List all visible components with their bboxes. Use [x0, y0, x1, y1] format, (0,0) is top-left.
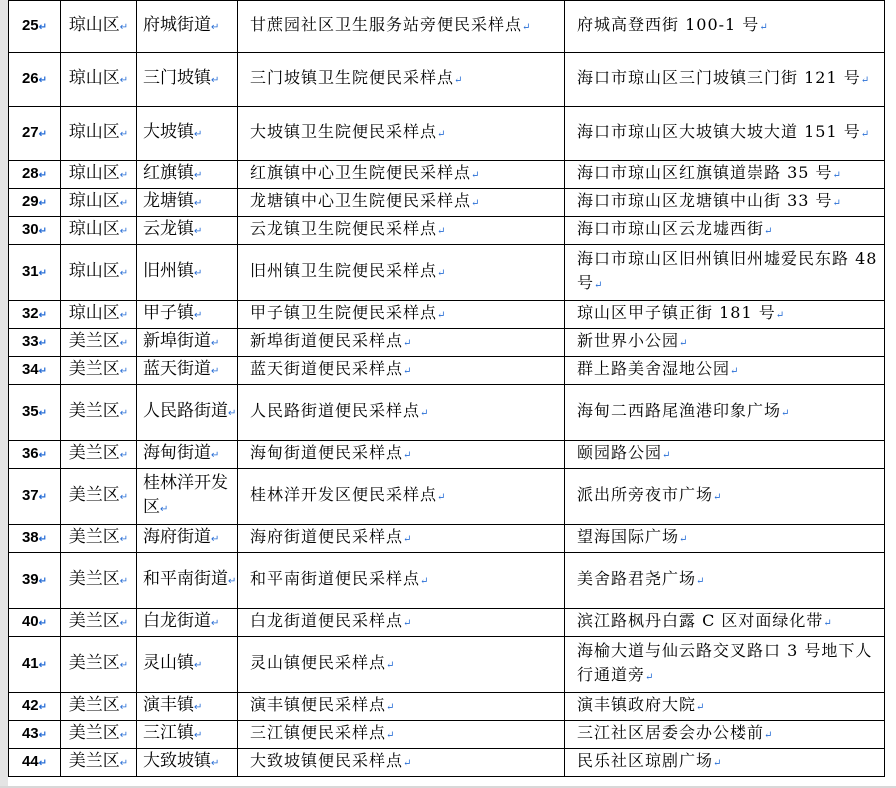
- site-cell: 新埠街道便民采样点↵: [238, 329, 565, 357]
- table-row: [9, 1, 885, 53]
- address-cell: 海口市琼山区红旗镇道崇路 35 号↵: [565, 161, 885, 189]
- site-cell: 和平南街道便民采样点↵: [238, 553, 565, 609]
- district-cell: 琼山区↵: [61, 301, 137, 329]
- table-row: [9, 609, 885, 637]
- district-cell: 美兰区↵: [61, 637, 137, 693]
- table-row: [9, 301, 885, 329]
- row-number: 36↵: [9, 441, 61, 469]
- table-row: [9, 161, 885, 189]
- row-number: 25↵: [9, 1, 61, 53]
- district-cell: 琼山区↵: [61, 217, 137, 245]
- district-cell: 美兰区↵: [61, 553, 137, 609]
- district-cell: 美兰区↵: [61, 329, 137, 357]
- table-row: [9, 329, 885, 357]
- town-cell: 三江镇↵: [137, 721, 238, 749]
- address-cell: 颐园路公园↵: [565, 441, 885, 469]
- town-cell: 灵山镇↵: [137, 637, 238, 693]
- table-row: [9, 469, 885, 525]
- table-row: [9, 189, 885, 217]
- table-row: [9, 553, 885, 609]
- district-cell: 美兰区↵: [61, 469, 137, 525]
- town-cell: 龙塘镇↵: [137, 189, 238, 217]
- address-cell: 海口市琼山区三门坡镇三门街 121 号↵: [565, 53, 885, 107]
- district-cell: 美兰区↵: [61, 525, 137, 553]
- address-cell: 演丰镇政府大院↵: [565, 693, 885, 721]
- site-cell: 海府街道便民采样点↵: [238, 525, 565, 553]
- address-cell: 海口市琼山区龙塘镇中山街 33 号↵: [565, 189, 885, 217]
- district-cell: 琼山区↵: [61, 1, 137, 53]
- table-row: [9, 107, 885, 161]
- town-cell: 大坡镇↵: [137, 107, 238, 161]
- row-number: 31↵: [9, 245, 61, 301]
- site-cell: 红旗镇中心卫生院便民采样点↵: [238, 161, 565, 189]
- town-cell: 和平南街道↵: [137, 553, 238, 609]
- town-cell: 演丰镇↵: [137, 693, 238, 721]
- row-number: 30↵: [9, 217, 61, 245]
- district-cell: 琼山区↵: [61, 245, 137, 301]
- row-number: 43↵: [9, 721, 61, 749]
- district-cell: 美兰区↵: [61, 441, 137, 469]
- town-cell: 红旗镇↵: [137, 161, 238, 189]
- site-cell: 龙塘镇中心卫生院便民采样点↵: [238, 189, 565, 217]
- district-cell: 美兰区↵: [61, 357, 137, 385]
- site-cell: 三江镇便民采样点↵: [238, 721, 565, 749]
- row-number: 37↵: [9, 469, 61, 525]
- table-row: [9, 637, 885, 693]
- site-cell: 旧州镇卫生院便民采样点↵: [238, 245, 565, 301]
- town-cell: 白龙街道↵: [137, 609, 238, 637]
- district-cell: 琼山区↵: [61, 189, 137, 217]
- row-number: 29↵: [9, 189, 61, 217]
- table-row: [9, 385, 885, 441]
- site-cell: 演丰镇便民采样点↵: [238, 693, 565, 721]
- row-number: 27↵: [9, 107, 61, 161]
- site-cell: 大致坡镇便民采样点↵: [238, 749, 565, 777]
- table-row: [9, 217, 885, 245]
- address-cell: 府城高登西街 100-1 号↵: [565, 1, 885, 53]
- site-cell: 海甸街道便民采样点↵: [238, 441, 565, 469]
- address-cell: 海榆大道与仙云路交叉路口 3 号地下人行通道旁↵: [565, 637, 885, 693]
- address-cell: 派出所旁夜市广场↵: [565, 469, 885, 525]
- district-cell: 美兰区↵: [61, 385, 137, 441]
- district-cell: 琼山区↵: [61, 53, 137, 107]
- row-number: 44↵: [9, 749, 61, 777]
- site-cell: 甲子镇卫生院便民采样点↵: [238, 301, 565, 329]
- row-number: 35↵: [9, 385, 61, 441]
- address-cell: 海口市琼山区云龙墟西街↵: [565, 217, 885, 245]
- row-number: 41↵: [9, 637, 61, 693]
- district-cell: 琼山区↵: [61, 161, 137, 189]
- row-number: 26↵: [9, 53, 61, 107]
- row-number: 39↵: [9, 553, 61, 609]
- address-cell: 民乐社区琼剧广场↵: [565, 749, 885, 777]
- site-cell: 白龙街道便民采样点↵: [238, 609, 565, 637]
- table-body: [9, 1, 885, 777]
- page-gutter: [0, 0, 8, 788]
- row-number: 40↵: [9, 609, 61, 637]
- address-cell: 美舍路君尧广场↵: [565, 553, 885, 609]
- site-cell: 三门坡镇卫生院便民采样点↵: [238, 53, 565, 107]
- site-cell: 桂林洋开发区便民采样点↵: [238, 469, 565, 525]
- table-row: [9, 749, 885, 777]
- district-cell: 美兰区↵: [61, 693, 137, 721]
- site-cell: 灵山镇便民采样点↵: [238, 637, 565, 693]
- address-cell: 海甸二西路尾渔港印象广场↵: [565, 385, 885, 441]
- table-row: [9, 721, 885, 749]
- address-cell: 望海国际广场↵: [565, 525, 885, 553]
- site-cell: 蓝天街道便民采样点↵: [238, 357, 565, 385]
- table-row: [9, 245, 885, 301]
- district-cell: 琼山区↵: [61, 107, 137, 161]
- table-row: [9, 441, 885, 469]
- town-cell: 新埠街道↵: [137, 329, 238, 357]
- town-cell: 甲子镇↵: [137, 301, 238, 329]
- district-cell: 美兰区↵: [61, 609, 137, 637]
- row-number: 32↵: [9, 301, 61, 329]
- town-cell: 海甸街道↵: [137, 441, 238, 469]
- row-number: 28↵: [9, 161, 61, 189]
- district-cell: 美兰区↵: [61, 749, 137, 777]
- town-cell: 人民路街道↵: [137, 385, 238, 441]
- town-cell: 海府街道↵: [137, 525, 238, 553]
- town-cell: 蓝天街道↵: [137, 357, 238, 385]
- table-row: [9, 53, 885, 107]
- town-cell: 大致坡镇↵: [137, 749, 238, 777]
- address-cell: 新世界小公园↵: [565, 329, 885, 357]
- row-number: 38↵: [9, 525, 61, 553]
- address-cell: 海口市琼山区大坡镇大坡大道 151 号↵: [565, 107, 885, 161]
- sampling-sites-table: [8, 0, 885, 777]
- district-cell: 美兰区↵: [61, 721, 137, 749]
- address-cell: 琼山区甲子镇正街 181 号↵: [565, 301, 885, 329]
- address-cell: 三江社区居委会办公楼前↵: [565, 721, 885, 749]
- table-row: [9, 357, 885, 385]
- table-row: [9, 693, 885, 721]
- town-cell: 桂林洋开发区↵: [137, 469, 238, 525]
- address-cell: 海口市琼山区旧州镇旧州墟爱民东路 48 号↵: [565, 245, 885, 301]
- row-number: 33↵: [9, 329, 61, 357]
- town-cell: 云龙镇↵: [137, 217, 238, 245]
- address-cell: 滨江路枫丹白露 C 区对面绿化带↵: [565, 609, 885, 637]
- town-cell: 三门坡镇↵: [137, 53, 238, 107]
- row-number: 34↵: [9, 357, 61, 385]
- town-cell: 旧州镇↵: [137, 245, 238, 301]
- site-cell: 云龙镇卫生院便民采样点↵: [238, 217, 565, 245]
- address-cell: 群上路美舍湿地公园↵: [565, 357, 885, 385]
- row-number: 42↵: [9, 693, 61, 721]
- town-cell: 府城街道↵: [137, 1, 238, 53]
- site-cell: 甘蔗园社区卫生服务站旁便民采样点↵: [238, 1, 565, 53]
- table-row: [9, 525, 885, 553]
- site-cell: 人民路街道便民采样点↵: [238, 385, 565, 441]
- site-cell: 大坡镇卫生院便民采样点↵: [238, 107, 565, 161]
